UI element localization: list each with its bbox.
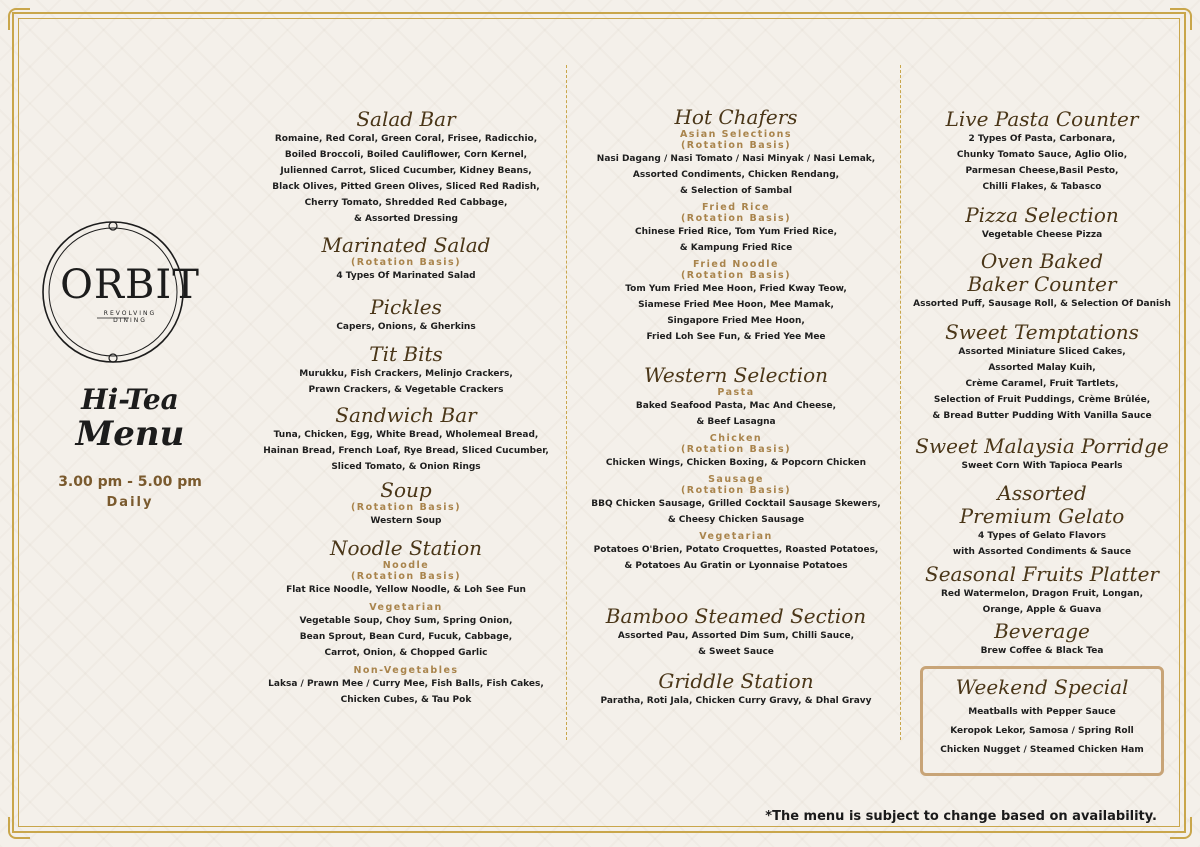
menu-item-line: Brew Coffee & Black Tea: [980, 646, 1104, 656]
section-oven-baked: [906, 250, 1178, 312]
section-weekend-special: [920, 676, 1164, 760]
section-title: Noodle Station: [330, 536, 482, 560]
menu-item-line: Assorted Puff, Sausage Roll, & Selection Of Danish: [913, 299, 1171, 309]
service-hours: 3.00 pm - 5.00 pm: [58, 474, 202, 490]
menu-title-hitea: Hi-Tea: [81, 383, 179, 416]
menu-item-line: Selection of Fruit Puddings, Crème Brûlée,: [933, 395, 1151, 405]
menu-title-menu: Menu: [75, 414, 185, 454]
section-title: Oven Baked: [980, 249, 1104, 273]
menu-item-line: Crème Caramel, Fruit Tartlets,: [965, 379, 1119, 389]
column-divider: [900, 65, 901, 740]
corner-ornament: [1170, 817, 1192, 839]
menu-item-line: & Potatoes Au Gratin or Lyonnaise Potatoes: [624, 561, 848, 571]
menu-item-line: Tuna, Chicken, Egg, White Bread, Wholemeal Bread,: [273, 430, 539, 440]
menu-item-line: Assorted Condiments, Chicken Rendang,: [632, 170, 840, 180]
menu-item-line: Keropok Lekor, Samosa / Spring Roll: [950, 726, 1134, 736]
section-subtitle: (Rotation Basis): [350, 571, 462, 582]
section-subtitle: (Rotation Basis): [680, 140, 792, 151]
corner-ornament: [1170, 8, 1192, 30]
menu-item-line: Sliced Tomato, & Onion Rings: [331, 462, 481, 472]
section-live-pasta: [906, 108, 1178, 195]
section-beverage: [906, 620, 1178, 659]
menu-item-line: & Bread Butter Pudding With Vanilla Sauce: [932, 411, 1152, 421]
section-subtitle: (Rotation Basis): [680, 444, 792, 455]
section-subtitle: Fried Noodle: [693, 259, 779, 270]
section-hot-chafers: [578, 106, 894, 345]
column-divider: [566, 65, 567, 740]
menu-item-line: Sweet Corn With Tapioca Pearls: [961, 461, 1123, 471]
corner-ornament: [8, 8, 30, 30]
section-title: Weekend Special: [955, 675, 1129, 699]
menu-item-line: Julienned Carrot, Sliced Cucumber, Kidney Beans,: [280, 166, 532, 176]
menu-item-line: Nasi Dagang / Nasi Tomato / Nasi Minyak / Nasi Lemak,: [596, 154, 876, 164]
menu-item-line: Chilli Flakes, & Tabasco: [982, 182, 1102, 192]
section-subtitle: Sausage: [708, 474, 764, 485]
menu-item-line: Assorted Pau, Assorted Dim Sum, Chilli Sauce,: [617, 631, 855, 641]
menu-item-line: Siamese Fried Mee Hoon, Mee Mamak,: [638, 300, 834, 310]
section-griddle-station: [578, 670, 894, 709]
section-title: Griddle Station: [658, 669, 814, 693]
menu-item-line: Potatoes O'Brien, Potato Croquettes, Roasted Potatoes,: [593, 545, 879, 555]
section-title: Sandwich Bar: [335, 403, 477, 427]
menu-item-line: Chicken Wings, Chicken Boxing, & Popcorn Chicken: [605, 458, 867, 468]
section-title: Premium Gelato: [959, 504, 1125, 528]
section-salad-bar: [258, 108, 554, 227]
menu-item-line: & Sweet Sauce: [698, 647, 774, 657]
section-title: Western Selection: [643, 363, 829, 387]
section-subtitle: Non-Vegetables: [353, 665, 459, 676]
section-title: Soup: [380, 478, 432, 502]
menu-item-line: Fried Loh See Fun, & Fried Yee Mee: [646, 332, 826, 342]
section-pizza: [906, 204, 1178, 243]
section-subtitle: Vegetarian: [369, 602, 443, 613]
menu-item-line: 4 Types of Gelato Flavors: [977, 531, 1107, 541]
menu-item-line: Capers, Onions, & Gherkins: [336, 322, 476, 332]
section-title: Seasonal Fruits Platter: [925, 562, 1159, 586]
menu-item-line: & Kampung Fried Rice: [679, 243, 793, 253]
menu-item-line: Boiled Broccoli, Boiled Cauliflower, Corn Kernel,: [284, 150, 528, 160]
menu-item-line: Chicken Cubes, & Tau Pok: [340, 695, 472, 705]
section-title: Assorted: [997, 481, 1087, 505]
section-title: Marinated Salad: [321, 233, 491, 257]
menu-item-line: Black Olives, Pitted Green Olives, Sliced Red Radish,: [272, 182, 540, 192]
section-soup: [258, 479, 554, 529]
service-days: Daily: [106, 495, 154, 510]
section-bamboo-steamed: [578, 605, 894, 660]
section-title: Tit Bits: [369, 342, 443, 366]
section-subtitle: (Rotation Basis): [350, 257, 462, 268]
section-subtitle: Asian Selections: [679, 129, 793, 140]
section-subtitle: Chicken: [709, 433, 763, 444]
menu-item-line: & Beef Lasagna: [696, 417, 776, 427]
menu-item-line: Paratha, Roti Jala, Chicken Curry Gravy, & Dhal Gravy: [600, 696, 872, 706]
section-title: Sweet Temptations: [945, 320, 1139, 344]
menu-item-line: Flat Rice Noodle, Yellow Noodle, & Loh See Fun: [286, 585, 526, 595]
menu-item-line: Laksa / Prawn Mee / Curry Mee, Fish Balls, Fish Cakes,: [268, 679, 544, 689]
menu-item-line: Hainan Bread, French Loaf, Rye Bread, Sliced Cucumber,: [263, 446, 549, 456]
menu-item-line: Meatballs with Pepper Sauce: [968, 707, 1116, 717]
section-pickles: [258, 296, 554, 335]
section-subtitle: (Rotation Basis): [680, 485, 792, 496]
menu-item-line: Assorted Miniature Sliced Cakes,: [958, 347, 1126, 357]
section-sandwich-bar: [258, 404, 554, 475]
section-title: Pickles: [370, 295, 442, 319]
section-subtitle: (Rotation Basis): [350, 502, 462, 513]
menu-item-line: with Assorted Condiments & Sauce: [952, 547, 1132, 557]
section-premium-gelato: [906, 482, 1178, 560]
section-subtitle: (Rotation Basis): [680, 270, 792, 281]
section-subtitle: Fried Rice: [701, 202, 771, 213]
section-western-selection: [578, 364, 894, 574]
logo-wordmark: ORBIT: [60, 262, 200, 308]
section-noodle-station: [258, 537, 554, 708]
section-sweet-temptations: [906, 321, 1178, 424]
menu-item-line: Assorted Malay Kuih,: [988, 363, 1096, 373]
menu-item-line: & Assorted Dressing: [354, 214, 458, 224]
corner-ornament: [8, 817, 30, 839]
section-subtitle: Noodle: [382, 560, 430, 571]
menu-item-line: Singapore Fried Mee Hoon,: [667, 316, 805, 326]
section-title: Bamboo Steamed Section: [605, 604, 867, 628]
section-title: Salad Bar: [356, 107, 456, 131]
menu-item-line: Chunky Tomato Sauce, Aglio Olio,: [956, 150, 1128, 160]
menu-item-line: Murukku, Fish Crackers, Melinjo Crackers,: [299, 369, 513, 379]
section-sweet-porridge: [906, 435, 1178, 474]
menu-item-line: Romaine, Red Coral, Green Coral, Frisee, Radicchio,: [274, 134, 538, 144]
menu-item-line: Chinese Fried Rice, Tom Yum Fried Rice,: [634, 227, 838, 237]
section-subtitle: Vegetarian: [699, 531, 773, 542]
menu-item-line: & Cheesy Chicken Sausage: [667, 515, 805, 525]
menu-item-line: Red Watermelon, Dragon Fruit, Longan,: [940, 589, 1144, 599]
menu-item-line: Baked Seafood Pasta, Mac And Cheese,: [635, 401, 837, 411]
section-title: Pizza Selection: [965, 203, 1119, 227]
menu-item-line: Vegetable Cheese Pizza: [981, 230, 1103, 240]
section-title: Live Pasta Counter: [945, 107, 1139, 131]
section-title: Beverage: [994, 619, 1090, 643]
section-subtitle: Pasta: [717, 387, 755, 398]
section-title: Hot Chafers: [674, 105, 798, 129]
availability-disclaimer: *The menu is subject to change based on availability.: [765, 809, 1157, 824]
menu-item-line: Orange, Apple & Guava: [982, 605, 1102, 615]
menu-item-line: 4 Types Of Marinated Salad: [336, 271, 476, 281]
menu-item-line: Tom Yum Fried Mee Hoon, Fried Kway Teow,: [625, 284, 847, 294]
section-fruits-platter: [906, 563, 1178, 618]
menu-item-line: & Selection of Sambal: [680, 186, 792, 196]
menu-item-line: Vegetable Soup, Choy Sum, Spring Onion,: [299, 616, 513, 626]
logo-subtitle: REVOLVING DINING: [103, 310, 157, 324]
menu-item-line: Carrot, Onion, & Chopped Garlic: [324, 648, 488, 658]
section-title: Sweet Malaysia Porridge: [915, 434, 1169, 458]
section-title: Baker Counter: [967, 272, 1117, 296]
section-marinated-salad: [258, 234, 554, 284]
menu-item-line: 2 Types Of Pasta, Carbonara,: [968, 134, 1116, 144]
menu-item-line: Bean Sprout, Bean Curd, Fucuk, Cabbage,: [299, 632, 513, 642]
menu-item-line: Prawn Crackers, & Vegetable Crackers: [308, 385, 504, 395]
menu-item-line: BBQ Chicken Sausage, Grilled Cocktail Sausage Skewers,: [591, 499, 881, 509]
section-subtitle: (Rotation Basis): [680, 213, 792, 224]
menu-item-line: Western Soup: [370, 516, 442, 526]
section-tit-bits: [258, 343, 554, 398]
menu-item-line: Parmesan Cheese,Basil Pesto,: [965, 166, 1119, 176]
menu-item-line: Cherry Tomato, Shredded Red Cabbage,: [304, 198, 508, 208]
menu-item-line: Chicken Nugget / Steamed Chicken Ham: [940, 745, 1144, 755]
